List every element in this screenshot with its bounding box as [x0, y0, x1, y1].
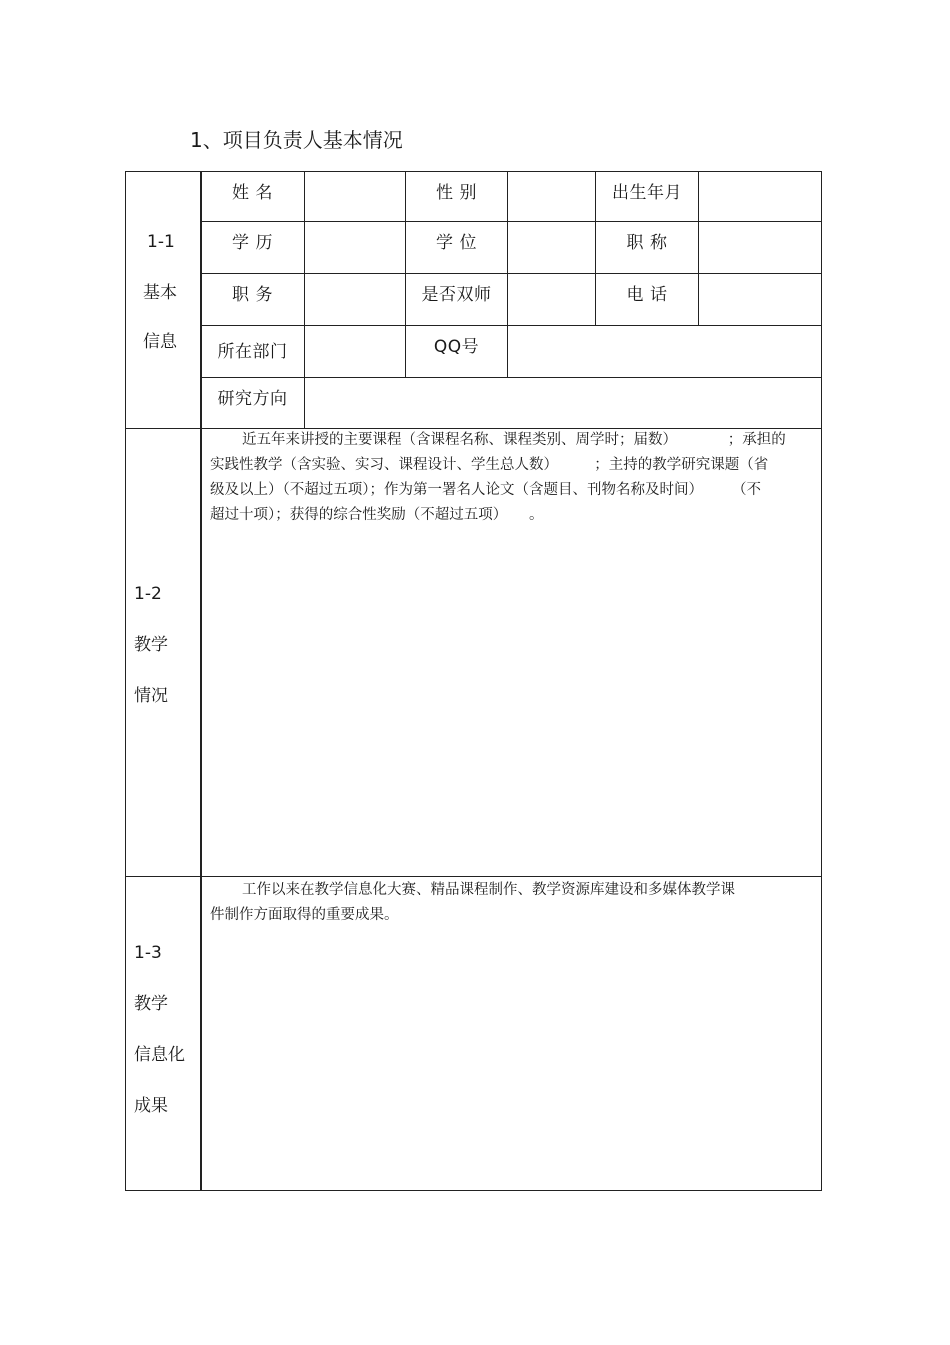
qq-label: QQ号 [433, 336, 480, 357]
gender-field[interactable] [508, 172, 595, 222]
gender-label: 性 别 [436, 182, 477, 203]
department-field[interactable] [305, 326, 405, 377]
phone-field[interactable] [699, 274, 821, 325]
title-label: 职 称 [626, 232, 668, 253]
degree-label: 学 位 [436, 232, 477, 253]
section-1-label: 1-1 基本 信息 [143, 232, 177, 352]
name-label: 姓 名 [232, 182, 273, 203]
page-title: 1、项目负责人基本情况 [190, 128, 403, 152]
section-2-label: 1-2 教学 情况 [134, 584, 168, 706]
name-field[interactable] [305, 172, 405, 222]
position-label: 职 务 [232, 284, 273, 305]
department-label: 所在部门 [217, 341, 288, 362]
research-direction-field[interactable] [305, 378, 821, 428]
section-3-label: 1-3 教学 信息化 成果 [134, 943, 185, 1116]
birth-date-label: 出生年月 [612, 182, 682, 203]
informatization-instructions: 工作以来在教学信息化大赛、精品课程制作、教学资源库建设和多媒体教学课 件制作方面取得的重要成果。 [210, 882, 735, 923]
position-field[interactable] [305, 274, 405, 325]
qq-field[interactable] [508, 326, 821, 377]
teaching-instructions: 近五年来讲授的主要课程（含课程名称、课程类别、周学时；届数） ；承担的 实践性教学（含实验、实习、课程设计、学生总人数） ；主持的教学研究课题（省 级及以上）（不超过五项）；作为第一署名人论文（含题目、刊物名称及时间） （不 超过十项）；获得的综合性奖励（不超过五项） 。 [210, 432, 786, 523]
teaching-content-area[interactable] [202, 530, 821, 875]
dual-teacher-label: 是否双师 [421, 284, 492, 305]
dual-teacher-field[interactable] [508, 274, 595, 325]
informatization-content-area[interactable] [202, 930, 821, 1189]
degree-field[interactable] [508, 222, 595, 273]
phone-label: 电 话 [626, 284, 668, 305]
title-field[interactable] [699, 222, 821, 273]
education-label: 学 历 [232, 232, 273, 253]
education-field[interactable] [305, 222, 405, 273]
research-direction-label: 研究方向 [217, 388, 288, 409]
birth-date-field[interactable] [699, 172, 821, 222]
